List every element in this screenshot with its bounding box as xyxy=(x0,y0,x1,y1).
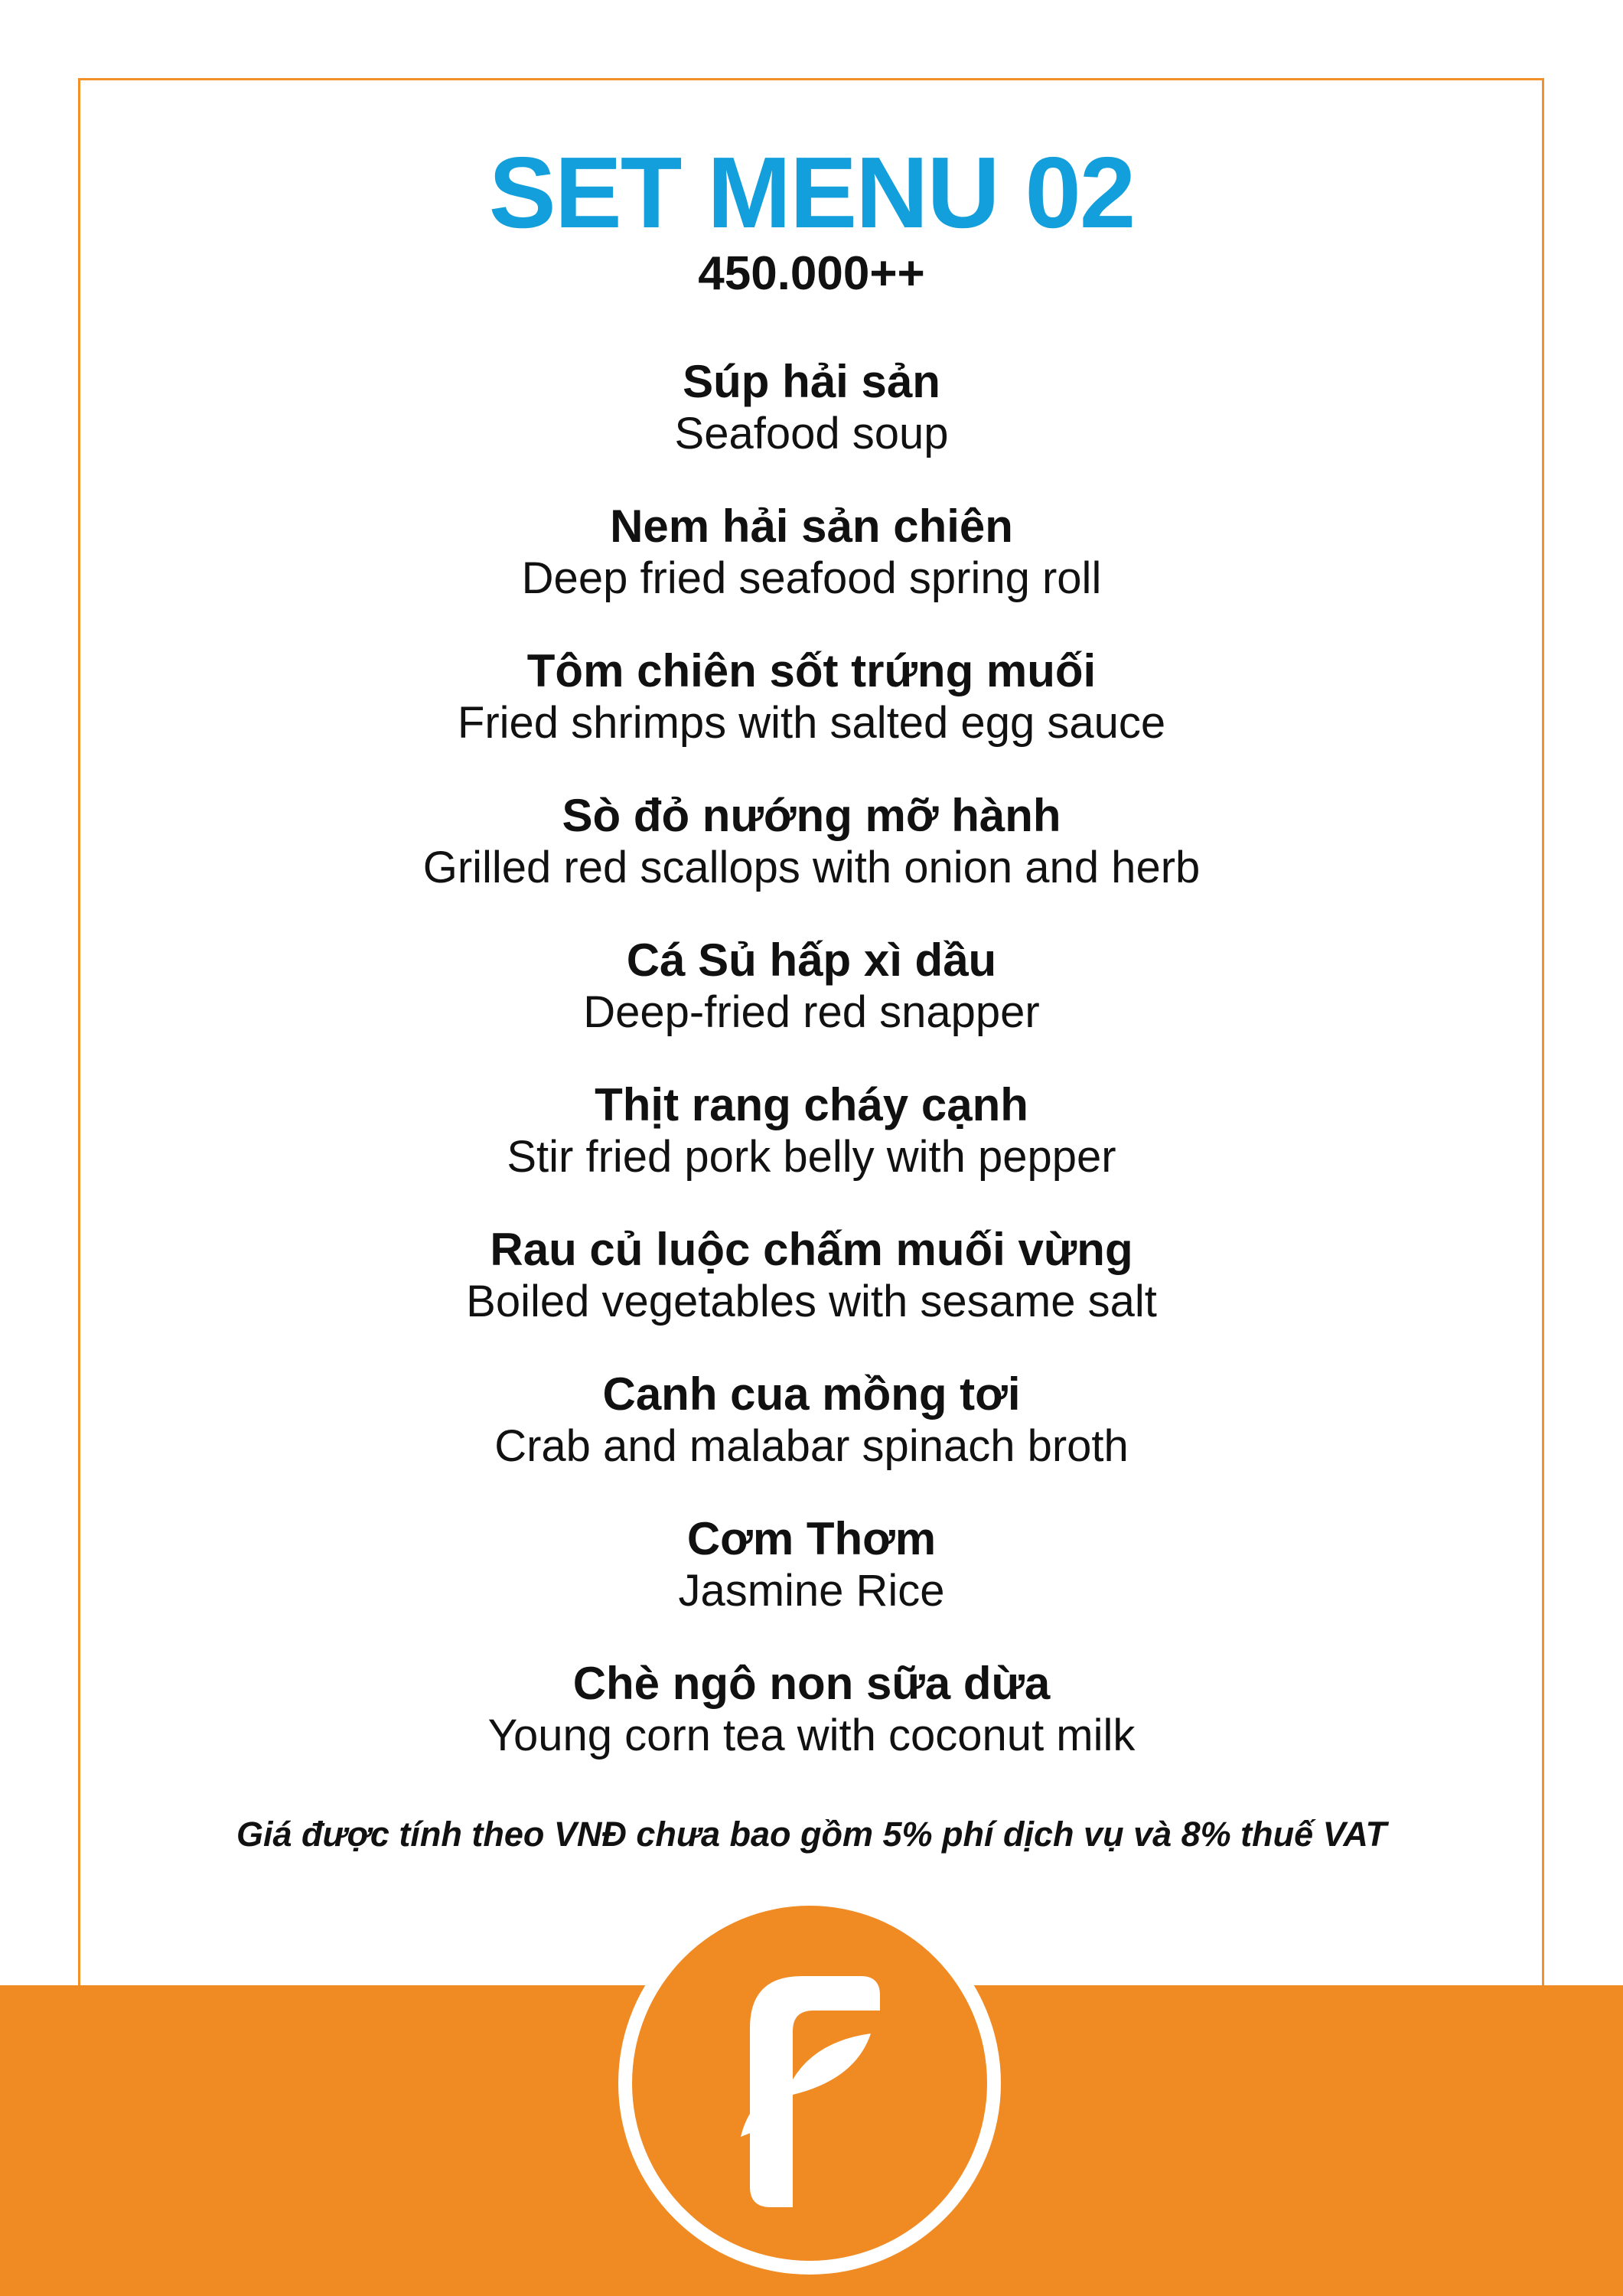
menu-items-list xyxy=(0,356,1623,1802)
menu-item xyxy=(0,1224,1623,1368)
menu-item-vietnamese-name: Nem hải sản chiên xyxy=(610,501,1013,552)
menu-item xyxy=(0,645,1623,790)
menu-item-vietnamese-name: Rau củ luộc chấm muối vừng xyxy=(490,1224,1133,1275)
menu-price: 450.000++ xyxy=(698,247,925,300)
menu-item-english-name: Jasmine Rice xyxy=(678,1566,945,1616)
menu-item-english-name: Boiled vegetables with sesame salt xyxy=(466,1277,1157,1326)
menu-item-english-name: Deep-fried red snapper xyxy=(583,987,1040,1037)
menu-item xyxy=(0,501,1623,645)
menu-item-vietnamese-name: Thịt rang cháy cạnh xyxy=(595,1079,1028,1130)
menu-item-vietnamese-name: Cơm Thơm xyxy=(686,1513,937,1564)
f-leaf-logo-icon xyxy=(611,1884,1009,2282)
menu-item xyxy=(0,790,1623,934)
menu-item-vietnamese-name: Sò đỏ nướng mỡ hành xyxy=(562,790,1061,841)
menu-item xyxy=(0,356,1623,501)
menu-item-english-name: Young corn tea with coconut milk xyxy=(487,1711,1136,1760)
menu-item-vietnamese-name: Tôm chiên sốt trứng muối xyxy=(526,645,1097,696)
menu-item-english-name: Crab and malabar spinach broth xyxy=(494,1421,1129,1471)
menu-item xyxy=(0,1368,1623,1513)
menu-item-english-name: Fried shrimps with salted egg sauce xyxy=(457,698,1166,748)
menu-item-english-name: Deep fried seafood spring roll xyxy=(521,553,1102,603)
menu-title: SET MENU 02 xyxy=(488,136,1135,249)
menu-item xyxy=(0,934,1623,1079)
menu-item-vietnamese-name: Canh cua mồng tơi xyxy=(602,1368,1021,1420)
menu-item-vietnamese-name: Súp hải sản xyxy=(683,356,940,407)
menu-item-vietnamese-name: Chè ngô non sữa dừa xyxy=(572,1658,1051,1709)
menu-item xyxy=(0,1658,1623,1802)
price-note: Giá được tính theo VNĐ chưa bao gồm 5% phí dịch vụ và 8% thuế VAT xyxy=(236,1815,1387,1854)
menu-item-vietnamese-name: Cá Sủ hấp xì dầu xyxy=(626,934,997,986)
menu-item xyxy=(0,1079,1623,1224)
menu-item-english-name: Seafood soup xyxy=(674,409,949,458)
menu-item-english-name: Grilled red scallops with onion and herb xyxy=(422,843,1201,892)
menu-item xyxy=(0,1513,1623,1658)
menu-item-english-name: Stir fried pork belly with pepper xyxy=(507,1132,1116,1182)
